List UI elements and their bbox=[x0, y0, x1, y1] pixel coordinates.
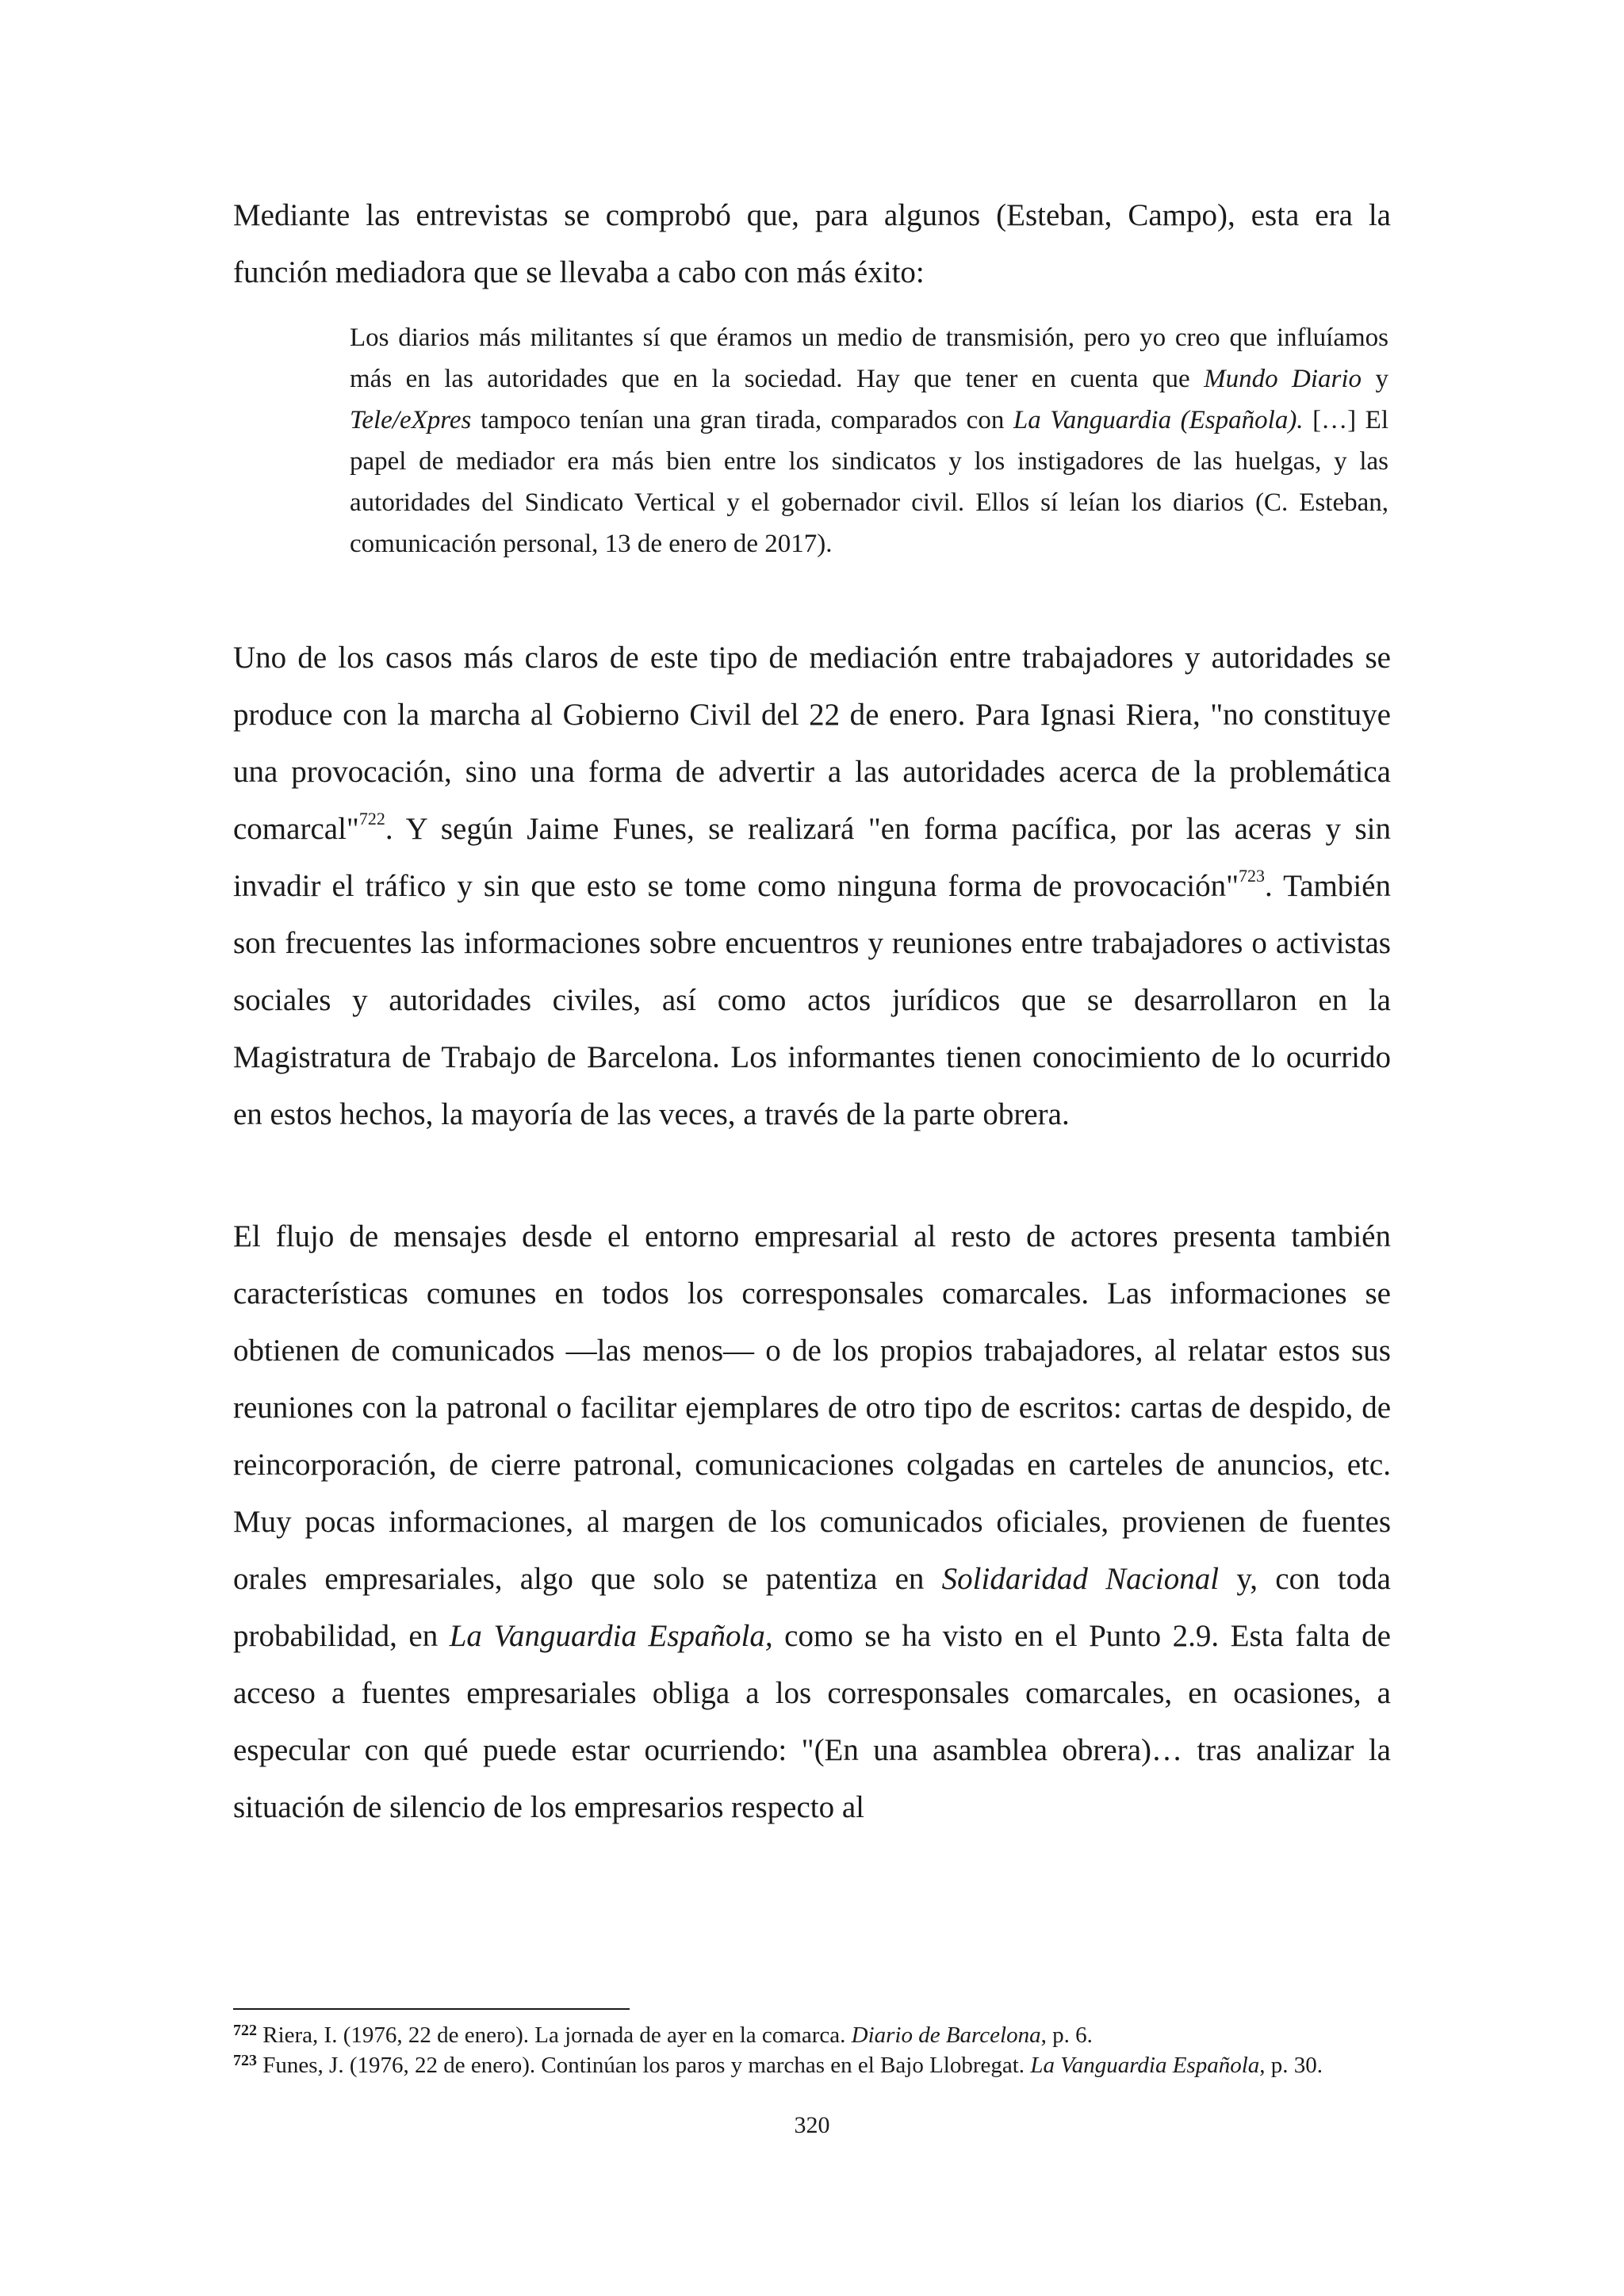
paragraph-3-text-3: como se ha visto en el Punto 2.9. Esta falta de acceso a fuentes empresariales obliga a los corresponsales comarcales, en ocasiones, a especular con qué puede estar ocurriendo: "(En una asamblea obrera)… tras analizar la situación de silencio de los empresarios respecto al bbox=[233, 1619, 1391, 1824]
page-number: 320 bbox=[794, 2112, 830, 2138]
footnote-divider bbox=[233, 2008, 630, 2010]
quote-tele-expres: Tele/eXpres bbox=[350, 406, 472, 434]
footnote-722 bbox=[233, 2020, 1391, 2053]
paragraph-3-text-1: El flujo de mensajes desde el entorno empresarial al resto de actores presenta también características comunes en todos los corresponsales comarcales. Las informaciones se obtienen de comunicados —las menos— o de los propios trabajadores, al relatar estos sus reuniones con la patronal o facilitar ejemplares de otro tipo de escritos: cartas de despido, de reincorporación, de cierre patronal, comunicaciones colgadas en carteles de anuncios, etc. Muy pocas informaciones, al margen de los comunicados oficiales, provienen de fuentes orales empresariales, algo que solo se patentiza en bbox=[233, 1219, 1391, 1596]
footnote-number: 722 bbox=[233, 2022, 257, 2039]
footnote-text: Funes, J. (1976, 22 de enero). Continúan los paros y marchas en el Bajo Llobregat. bbox=[257, 2053, 1031, 2078]
footnote-ref-723[interactable]: 723 bbox=[1239, 866, 1266, 886]
footnote-source: La Vanguardia Española bbox=[1030, 2053, 1260, 2078]
footnote-723 bbox=[233, 2050, 1391, 2083]
paragraph-2-text-3: . También son frecuentes las informaciones sobre encuentros y reuniones entre trabajadores o activistas sociales y autoridades civiles, así como actos jurídicos que se desarrollaron en la Magistratura de Trabajo de Barcelona. Los informantes tienen conocimiento de lo ocurrido en estos hechos, la mayoría de las veces, a través de la parte obrera. bbox=[233, 869, 1391, 1131]
paragraph-2 bbox=[233, 629, 1391, 1143]
quote-la-vanguardia: La Vanguardia (Española). bbox=[1013, 406, 1304, 434]
quote-text-1: Los diarios más militantes sí que éramos un medio de transmisión, pero yo creo que influíamos más en las autoridades que en la sociedad. Hay que tener en cuenta que bbox=[350, 323, 1388, 393]
paragraph-1-text: Mediante las entrevistas se comprobó que, para algunos (Esteban, Campo), esta era la función mediadora que se llevaba a cabo con más éxito: bbox=[233, 198, 1391, 289]
paragraph-3-text-2: y, con toda probabilidad, en bbox=[233, 1562, 1391, 1653]
footnote-source: Diario de Barcelona bbox=[851, 2022, 1041, 2048]
paragraph-2-text-1: Uno de los casos más claros de este tipo de mediación entre trabajadores y autoridades se produce con la marcha al Gobierno Civil del 22 de enero. Para Ignasi Riera, "no constituye una provocación, sino una forma de advertir a las autoridades acerca de la problemática comarcal" bbox=[233, 641, 1391, 846]
paragraph-3-solidaridad: Solidaridad Nacional bbox=[941, 1562, 1220, 1596]
footnote-page: , p. 6. bbox=[1040, 2022, 1093, 2048]
quote-text-3: tampoco tenían una gran tirada, comparados con bbox=[471, 406, 1013, 434]
footnote-page: , p. 30. bbox=[1259, 2053, 1323, 2078]
paragraph-2-text-2: . Y según Jaime Funes, se realizará "en forma pacífica, por las aceras y sin invadir el tráfico y sin que esto se tome como ninguna forma de provocación" bbox=[233, 812, 1391, 903]
quote-text-2: y bbox=[1362, 365, 1389, 393]
paragraph-1 bbox=[233, 187, 1391, 301]
quote-text-4: […] El papel de mediador era más bien entre los sindicatos y los instigadores de las huelgas, y las autoridades del Sindicato Vertical y el gobernador civil. Ellos sí leían los diarios (C. Esteban, comunicación personal, 13 de enero de 2017). bbox=[350, 406, 1388, 558]
footnote-ref-722[interactable]: 722 bbox=[358, 809, 385, 828]
footnote-number: 723 bbox=[233, 2052, 257, 2069]
paragraph-3 bbox=[233, 1208, 1391, 1836]
paragraph-3-la-vanguardia: La Vanguardia Española, bbox=[449, 1619, 773, 1653]
block-quote bbox=[350, 317, 1388, 564]
footnote-text: Riera, I. (1976, 22 de enero). La jornada de ayer en la comarca. bbox=[257, 2022, 852, 2048]
quote-mundo-diario: Mundo Diario bbox=[1204, 365, 1362, 393]
